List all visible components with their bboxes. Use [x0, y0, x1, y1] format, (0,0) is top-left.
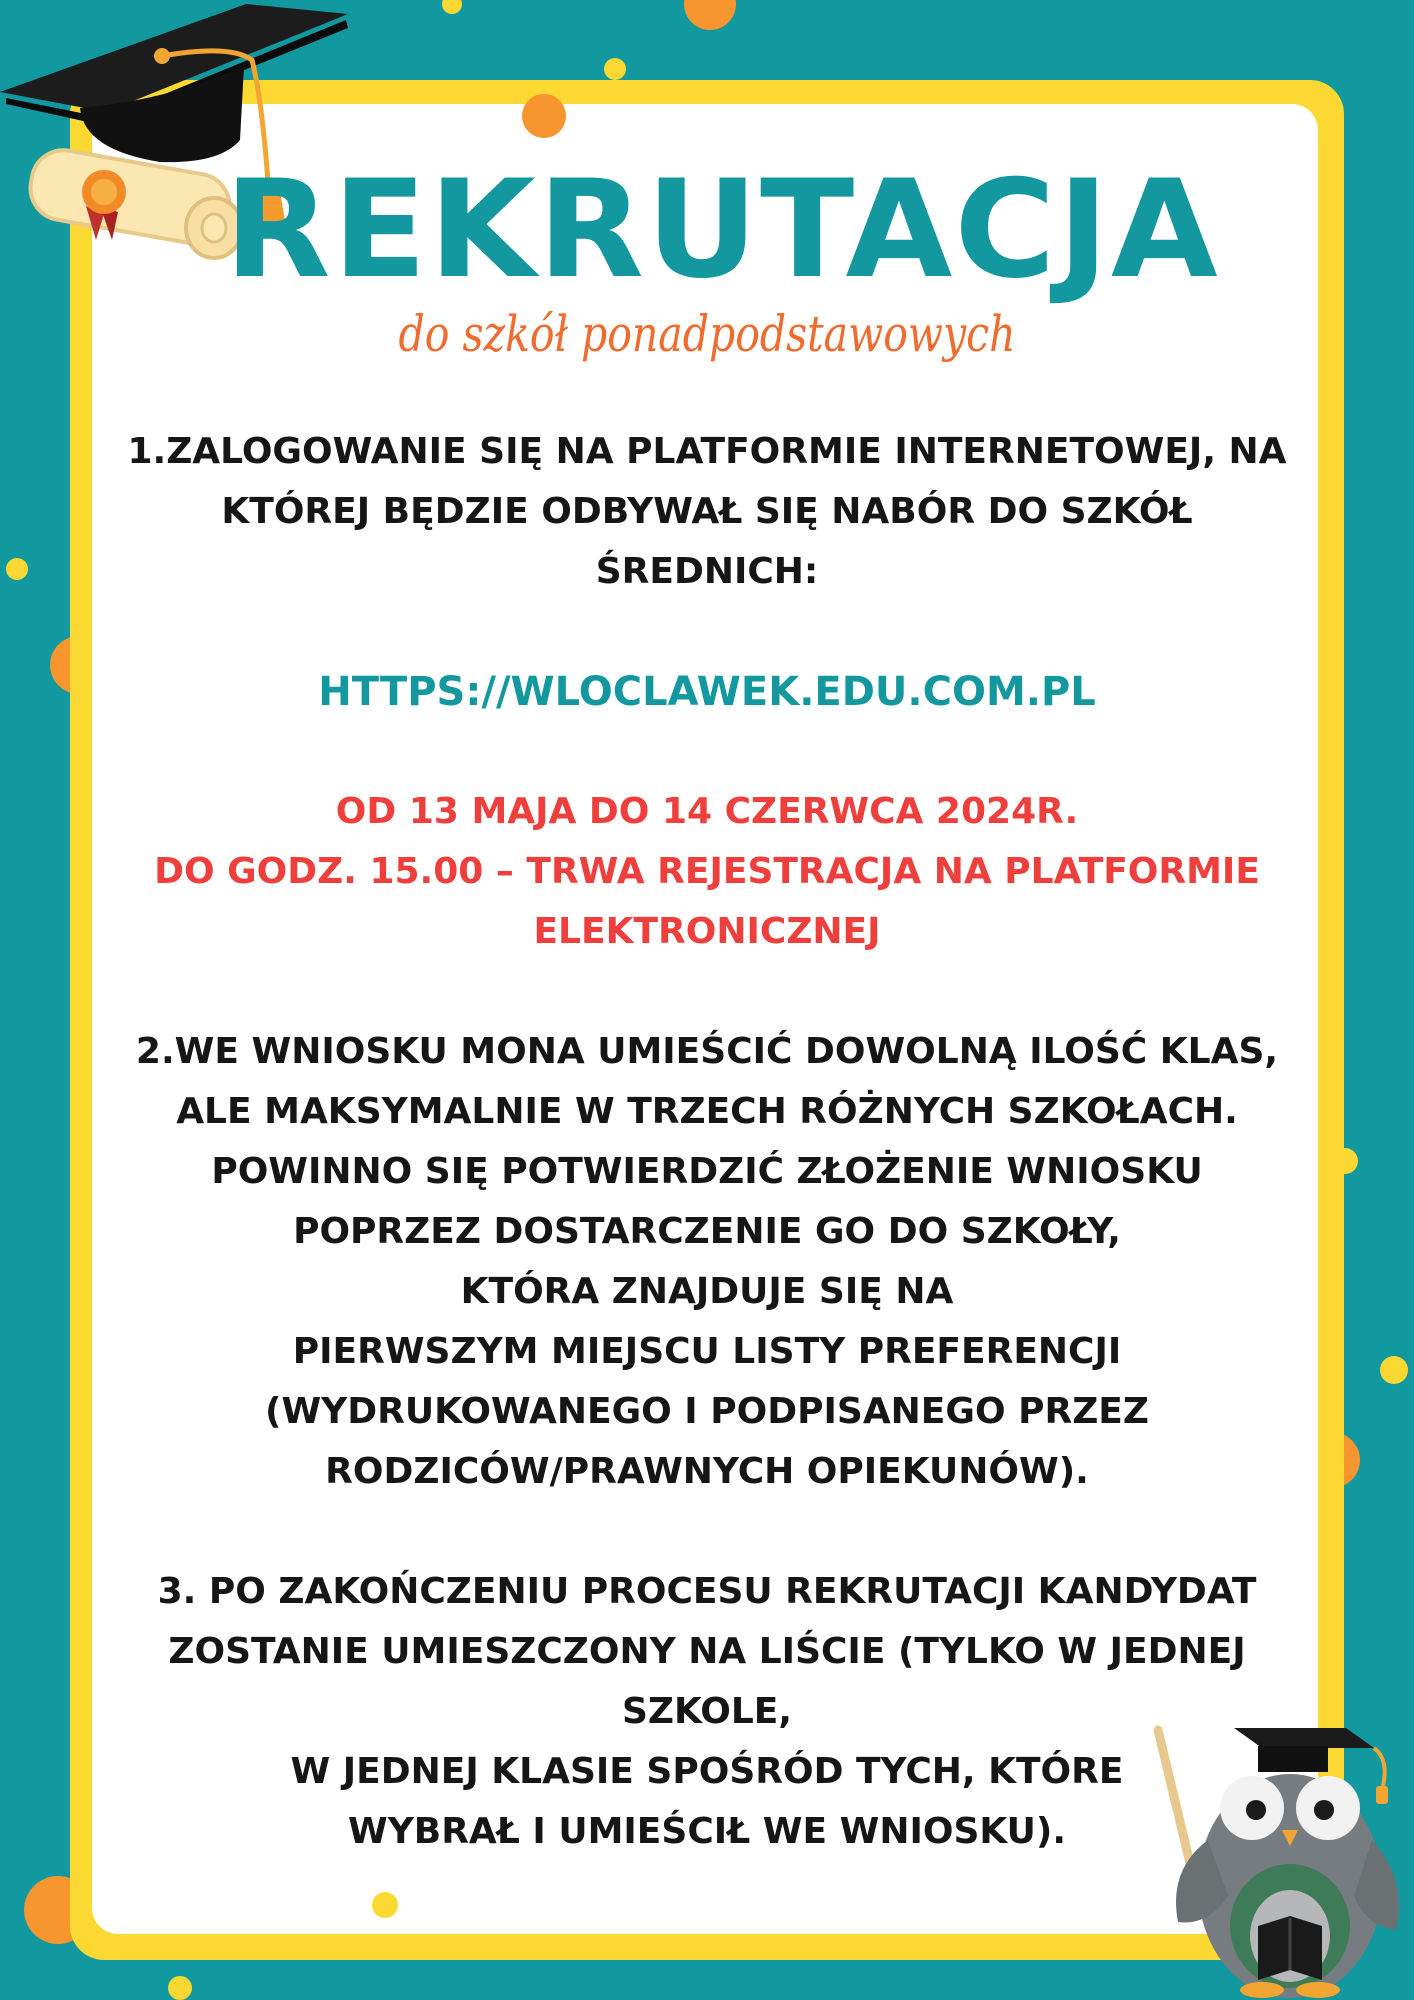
- step-2-line: POWINNO SIĘ POTWIERDZIĆ ZŁOŻENIE WNIOSKU: [211, 1151, 1203, 1192]
- step-3-line: SZKOLE,: [621, 1691, 793, 1732]
- step-2-line: 2.WE WNIOSKU MONA UMIEŚCIĆ DOWOLNĄ ILOŚĆ KLAS,: [135, 1031, 1279, 1072]
- step-3-line: WYBRAŁ I UMIEŚCIŁ WE WNIOSKU).: [347, 1811, 1067, 1852]
- step-2-line: (WYDRUKOWANEGO I PODPISANEGO PRZEZ: [265, 1391, 1149, 1432]
- step-2-line: POPRZEZ DOSTARCZENIE GO DO SZKOŁY,: [293, 1211, 1121, 1252]
- step-3-line: W JEDNEJ KLASIE SPOŚRÓD TYCH, KTÓRE: [290, 1751, 1124, 1792]
- page-subtitle: do szkół ponadpodstawowych: [398, 305, 1016, 363]
- step-1: [120, 422, 1294, 962]
- step-3: [120, 1562, 1294, 1862]
- confetti-dot: [1380, 1356, 1408, 1384]
- confetti-dot: [72, 392, 92, 412]
- step-1-line: 1.ZALOGOWANIE SIĘ NA PLATFORMIE INTERNETOWEJ, NA: [127, 431, 1287, 472]
- platform-url-link[interactable]: HTTPS://WLOCLAWEK.EDU.COM.PL: [318, 669, 1096, 715]
- confetti-dot: [684, 0, 736, 30]
- confetti-dot: [522, 94, 566, 138]
- step-2-line: KTÓRA ZNAJDUJE SIĘ NA: [460, 1271, 954, 1312]
- confetti-dot: [168, 1976, 192, 2000]
- confetti-dot: [604, 58, 626, 80]
- page-title: REKRUTACJA: [224, 150, 1220, 309]
- step-1-line: KTÓREJ BĘDZIE ODBYWAŁ SIĘ NABÓR DO SZKÓŁ: [221, 491, 1193, 532]
- confetti-dot: [372, 1892, 398, 1918]
- step-2: [120, 1022, 1294, 1502]
- confetti-dot: [6, 558, 28, 580]
- step-2-line: PIERWSZYM MIEJSCU LISTY PREFERENCJI: [292, 1331, 1122, 1372]
- registration-deadline: DO GODZ. 15.00 – TRWA REJESTRACJA NA PLATFORMIE: [154, 851, 1260, 892]
- step-2-line: RODZICÓW/PRAWNYCH OPIEKUNÓW).: [325, 1451, 1089, 1492]
- step-1-line: ŚREDNICH:: [595, 551, 819, 592]
- registration-deadline: ELEKTRONICZNEJ: [533, 911, 881, 952]
- step-3-line: 3. PO ZAKOŃCZENIU PROCESU REKRUTACJI KANDYDAT: [157, 1571, 1257, 1612]
- instructions: [120, 422, 1294, 1862]
- owl-teacher-icon: [1138, 1690, 1414, 2000]
- step-3-line: ZOSTANIE UMIESZCZONY NA LIŚCIE (TYLKO W JEDNEJ: [168, 1631, 1246, 1672]
- step-2-line: ALE MAKSYMALNIE W TRZECH RÓŻNYCH SZKOŁACH.: [176, 1091, 1238, 1132]
- registration-dates: OD 13 MAJA DO 14 CZERWCA 2024R.: [335, 791, 1079, 832]
- confetti-dot: [442, 0, 462, 14]
